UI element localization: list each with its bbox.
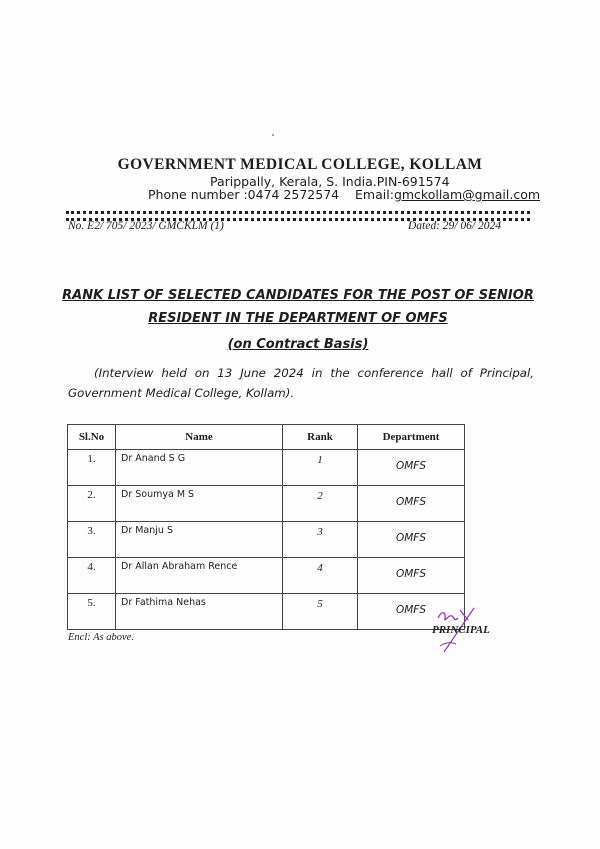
cell-department: OMFS [358,486,465,522]
cell-department: OMFS [358,558,465,594]
cell-rank: 5 [283,594,358,630]
cell-sl-no: 4. [68,558,116,594]
cell-name: Dr Fathima Nehas [116,594,283,630]
cell-sl-no: 5. [68,594,116,630]
cell-name: Dr Manju S [116,522,283,558]
signatory-designation: PRINCIPAL [432,624,490,636]
table-row [68,558,465,594]
dotted-divider-top [66,211,530,214]
title-line-1: RANK LIST OF SELECTED CANDIDATES FOR THE POST OF SENIOR [62,288,534,303]
cell-department: OMFS [358,522,465,558]
institution-name: GOVERNMENT MEDICAL COLLEGE, KOLLAM [117,156,483,173]
interview-note: (Interview held on 13 June 2024 in the conference hall of Principal, Government Medical College, Kollam). [68,366,534,400]
email-label: Email: [355,187,394,202]
cell-name: Dr Allan Abraham Rence [116,558,283,594]
institution-contact [148,187,540,202]
cell-department: OMFS [358,450,465,486]
reference-number: No. E2/ 705/ 2023/ GMCKLM (1) [68,220,224,232]
cell-rank: 4 [283,558,358,594]
title-line-3: (on Contract Basis) [227,337,369,352]
rank-list-table [67,424,465,630]
table-row [68,594,465,630]
cell-sl-no: 1. [68,450,116,486]
header-rank: Rank [283,425,358,450]
cell-name: Dr Soumya M S [116,486,283,522]
title-line-2: RESIDENT IN THE DEPARTMENT OF OMFS [148,311,448,326]
cell-rank: 2 [283,486,358,522]
document-date: Dated: 29/ 06/ 2024 [408,220,501,232]
table-row [68,486,465,522]
email-address[interactable]: gmckollam@gmail.com [393,187,541,202]
cell-sl-no: 2. [68,486,116,522]
table-row [68,450,465,486]
header-name: Name [116,425,283,450]
cell-rank: 3 [283,522,358,558]
cell-rank: 1 [283,450,358,486]
cell-department: OMFS [358,594,465,630]
header-sl-no: Sl.No [68,425,116,450]
institution-address: Parippally, Kerala, S. India.PIN-691574 [210,174,450,189]
enclosure-note: Encl: As above. [68,632,134,643]
header-department: Department [358,425,465,450]
cell-name: Dr Anand S G [116,450,283,486]
table-row [68,522,465,558]
cell-sl-no: 3. [68,522,116,558]
table-header-row [68,425,465,450]
phone-number: Phone number :0474 2572574 [148,187,340,202]
scan-speck [272,134,274,136]
